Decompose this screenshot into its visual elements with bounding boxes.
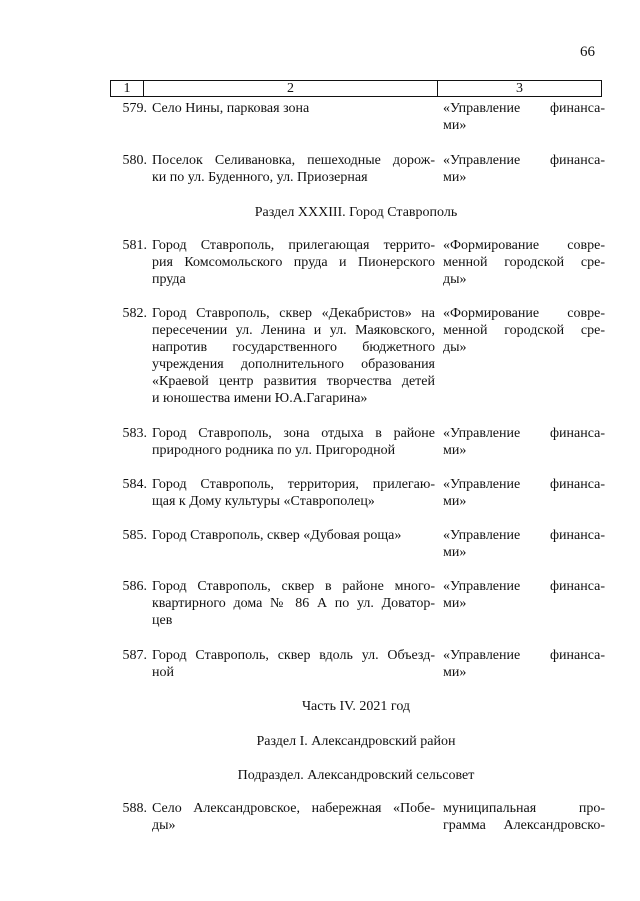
row-description <box>152 425 435 459</box>
prog-line: «Управление финанса- <box>443 426 605 441</box>
desc-line: Город Ставрополь, сквер вдоль ул. Объезд- <box>152 648 435 663</box>
subsection-heading: Подраздел. Александровский сельсовет <box>237 768 475 783</box>
column-header-3: 3 <box>516 81 523 96</box>
prog-line: ды» <box>443 340 467 355</box>
column-header-1: 1 <box>111 81 144 96</box>
desc-line: Село Александровское, набережная «Побе- <box>152 801 435 816</box>
desc-line: Город Ставрополь, территория, прилегаю- <box>152 477 435 492</box>
part-heading: Часть IV. 2021 год <box>301 699 411 714</box>
row-description <box>152 647 435 681</box>
row-number: 587. <box>122 648 147 663</box>
desc-line: напротив государственного бюджетного <box>152 340 435 355</box>
prog-line: грамма Александровско- <box>443 818 605 833</box>
row-number: 586. <box>122 579 147 594</box>
prog-line: муниципальная про- <box>443 801 605 816</box>
prog-line: менной городской сре- <box>443 323 605 338</box>
row-program <box>443 100 605 134</box>
desc-line: Город Ставрополь, сквер «Дубовая роща» <box>152 528 402 543</box>
desc-line: цев <box>152 613 173 628</box>
desc-line: Город Ставрополь, сквер «Декабристов» на <box>152 306 435 321</box>
prog-line: ми» <box>443 596 467 611</box>
prog-line: «Управление финанса- <box>443 528 605 543</box>
prog-line: ды» <box>443 272 467 287</box>
row-description <box>152 800 435 834</box>
prog-line: «Управление финанса- <box>443 101 605 116</box>
desc-line: Город Ставрополь, сквер в районе много- <box>152 579 435 594</box>
desc-line: Город Ставрополь, прилегающая террито- <box>152 238 435 253</box>
row-number: 579. <box>122 101 147 116</box>
prog-line: ми» <box>443 170 467 185</box>
row-program <box>443 305 605 356</box>
prog-line: «Формирование совре- <box>443 306 605 321</box>
row-description <box>152 100 435 117</box>
row-number: 581. <box>122 238 147 253</box>
desc-line: ки по ул. Буденного, ул. Приозерная <box>152 170 368 185</box>
section-heading: Раздел I. Александровский район <box>256 734 456 749</box>
row-description <box>152 305 435 407</box>
prog-line: «Управление финанса- <box>443 153 605 168</box>
prog-line: ми» <box>443 118 467 133</box>
row-program <box>443 152 605 186</box>
desc-line: Город Ставрополь, зона отдыха в районе <box>152 426 435 441</box>
row-program <box>443 476 605 510</box>
column-header-2: 2 <box>144 81 438 96</box>
row-description <box>152 152 435 186</box>
prog-line: ми» <box>443 443 467 458</box>
row-description <box>152 578 435 629</box>
desc-line: щая к Дому культуры «Ставрополец» <box>152 494 375 509</box>
row-number: 583. <box>122 426 147 441</box>
row-description <box>152 476 435 510</box>
table-header-row <box>110 80 602 97</box>
section-heading: Раздел XXXIII. Город Ставрополь <box>254 205 458 220</box>
row-program <box>443 647 605 681</box>
row-program <box>443 578 605 612</box>
desc-line: ной <box>152 665 174 680</box>
row-number: 585. <box>122 528 147 543</box>
desc-line: Поселок Селивановка, пешеходные дорож- <box>152 153 435 168</box>
desc-line: «Краевой центр развития творчества детей <box>152 374 435 389</box>
desc-line: рия Комсомольского пруда и Пионерского <box>152 255 435 270</box>
desc-line: природного родника по ул. Пригородной <box>152 443 396 458</box>
desc-line: ды» <box>152 818 176 833</box>
row-number: 582. <box>122 306 147 321</box>
row-description <box>152 527 435 544</box>
prog-line: «Управление финанса- <box>443 579 605 594</box>
prog-line: ми» <box>443 665 467 680</box>
row-program <box>443 425 605 459</box>
row-description <box>152 237 435 288</box>
row-program <box>443 237 605 288</box>
prog-line: «Формирование совре- <box>443 238 605 253</box>
row-program <box>443 800 605 834</box>
prog-line: ми» <box>443 545 467 560</box>
prog-line: «Управление финанса- <box>443 477 605 492</box>
desc-line: и юношества имени Ю.А.Гагарина» <box>152 391 368 406</box>
desc-line: Село Нины, парковая зона <box>152 101 310 116</box>
row-number: 580. <box>122 153 147 168</box>
desc-line: квартирного дома № 86 А по ул. Доватор- <box>152 596 435 611</box>
prog-line: менной городской сре- <box>443 255 605 270</box>
desc-line: пруда <box>152 272 186 287</box>
page-number: 66 <box>580 44 595 60</box>
desc-line: учреждения дополнительного образования <box>152 357 435 372</box>
desc-line: пересечении ул. Ленина и ул. Маяковского, <box>152 323 435 338</box>
prog-line: ми» <box>443 494 467 509</box>
row-number: 588. <box>122 801 147 816</box>
row-number: 584. <box>122 477 147 492</box>
row-program <box>443 527 605 561</box>
prog-line: «Управление финанса- <box>443 648 605 663</box>
